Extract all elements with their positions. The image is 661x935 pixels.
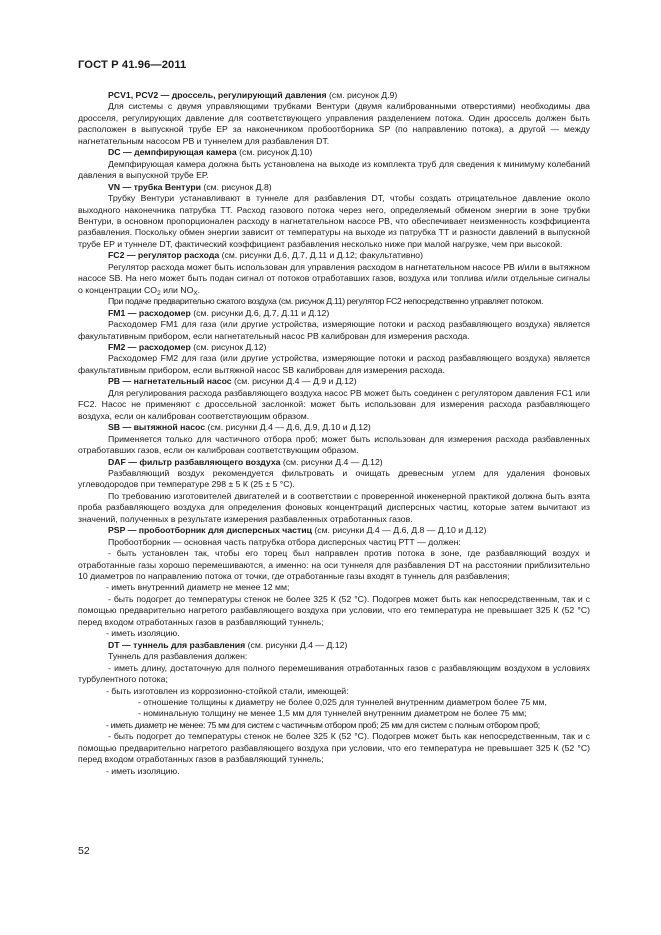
subscript: 2 xyxy=(157,289,161,297)
document-header: ГОСТ Р 41.96—2011 xyxy=(78,59,187,71)
paragraph-text: или NO xyxy=(160,284,194,295)
term-reference: (см. рисунок Д.12) xyxy=(190,341,267,352)
term-reference: (см. рисунок Д.10) xyxy=(236,147,313,158)
term-reference: (см. рисунки Д.4 — Д.12) xyxy=(245,639,348,650)
section-term xyxy=(78,308,590,319)
term-title: FM1 — расходомер xyxy=(108,307,191,318)
section-term xyxy=(78,457,590,468)
subscript: X xyxy=(193,289,198,297)
term-title: DAF — фильтр разбавляющего воздуха xyxy=(108,456,281,467)
term-reference: (см. рисунки Д.6, Д.7, Д.11 и Д.12; факультативно) xyxy=(219,250,423,261)
section-term xyxy=(78,640,590,651)
paragraph-text: Регулятор расхода может быть использован для управления расходом в нагнетательном насосе РВ и/или в вытяжном насосе SB. На него может быть подан сигнал от потоков отработавших газов, воздуха или топлива и/или отдельные сигналы о концентрации CO xyxy=(78,261,590,295)
list-item: - иметь длину, достаточную для полного перемешивания отработанных газов с разбавляющим воздухом в условиях турбулентного потока; xyxy=(78,662,590,685)
term-reference: (см. рисунок Д.9) xyxy=(326,90,398,100)
list-item: - быть установлен так, чтобы его торец был направлен против потока в зоне, где разбавляющий воздух и отработанные газы хорошо перемешиваются, а именно: на оси туннеля для разбавления DT на расстоянии приблизительно 10 диаметров по направлению потока от точки, где отработанные газы входят в туннель для разбавления; xyxy=(78,548,590,582)
term-title: FM2 — расходомер xyxy=(108,341,191,352)
list-item: - иметь внутренний диаметр не менее 12 мм; xyxy=(106,582,290,593)
list-item: - быть подогрет до температуры стенок не более 325 К (52 °C). Подогрев может быть как непосредственным, так и с помощью предварительно нагретого разбавляющего воздуха при условии, что его температура не превышает 325 К (52 °C) перед входом отработанных газов в разбавляющий туннель; xyxy=(78,731,590,765)
sub-list-item: - номинальную толщину не менее 1,5 мм для туннелей внутренним диаметром не более 75 мм; xyxy=(138,708,527,719)
section-term xyxy=(78,182,590,193)
paragraph: Для регулирования расхода разбавляющего воздуха насос РВ может быть соединен с регулятором давления FC1 или FC2. Насос не применяют с дроссельной заслонкой: может быть использован для измерения расхода разбавляющего воздуха, если он калиброван соответствующим образом. xyxy=(78,387,590,421)
term-title: PCV1, PCV2 — дроссель, регулирующий давления xyxy=(108,90,327,100)
paragraph: Туннель для разбавления должен: xyxy=(108,651,248,662)
term-title: VN — трубка Вентури xyxy=(108,181,202,192)
term-title: DT — туннель для разбавления xyxy=(108,639,246,650)
sub-list-item: - отношение толщины к диаметру не более 0,025 для туннелей внутренним диаметром более 75 мм, xyxy=(138,697,547,708)
list-item: - иметь изоляцию. xyxy=(106,765,180,776)
page-number: 52 xyxy=(78,845,90,857)
document-body xyxy=(78,90,590,777)
term-reference: (см. рисунки Д.4 — Д.9 и Д.12) xyxy=(231,376,357,387)
list-item: - быть изготовлен из коррозионно-стойкой стали, имеющей: xyxy=(106,685,349,696)
paragraph: По требованию изготовителей двигателей и в соответствии с проверенной инженерной практикой должна быть взята проба разбавляющего воздуха для определения фоновых концентраций дисперсных частиц, которые затем вычитают из значений, полученных в результате измерения разбавленных отработанных газов. xyxy=(78,490,590,524)
paragraph: Расходомер FM2 для газа (или другие устройства, измеряющие потоки и расход разбавляющего воздуха) является факультативным прибором, если вытяжной насос SB калиброван для измерения расхода. xyxy=(78,353,590,375)
term-title: SB — вытяжной насос xyxy=(108,422,206,433)
term-reference: (см. рисунки Д.4 — Д.6, Д.8 — Д.10 и Д.12) xyxy=(311,525,487,536)
paragraph: Трубку Вентури устанавливают в туннеле для разбавления DT, чтобы создать отрицательное давление около выходного наконечника патрубка ТТ. Расход газового потока через него, определяемый обменом энергии в зоне трубки Вентури, в основном пропорционален расходу в нагнетательном насосе РВ, что обеспечивает неизменность коэффициента разбавления. Поскольку обмен энергии зависит от температуры на выходе из патрубка ТТ и разности давлений в выпускной трубе ЕР и туннеле DT, фактический коэффициент разбавления несколько ниже при малой нагрузке, чем при высокой. xyxy=(78,193,590,249)
term-reference: (см. рисунок Д.8) xyxy=(201,181,272,192)
paragraph: При подаче предварительно сжатого воздуха (см. рисунок Д.11) регулятор FC2 непосредственно управляет потоком. xyxy=(108,296,544,307)
paragraph: Демпфирующая камера должна быть установлена на выходе из комплекта труб для сведения к минимуму колебаний давления в выпускной трубе ЕР. xyxy=(78,158,590,181)
list-item: - иметь диаметр не менее: 75 мм для систем с частичным отбором проб; 25 мм для систем с полным отбором проб; xyxy=(106,719,540,730)
list-item: - быть подогрет до температуры стенок не более 325 К (52 °C). Подогрев может быть как непосредственным, так и с помощью предварительно нагретого разбавляющего воздуха при условии, что его температура не превышает 325 К (52 °C) перед входом отработанных газов в разбавляющий туннель; xyxy=(78,593,590,627)
paragraph: Расходомер FM1 для газа (или другие устройства, измеряющие потоки и расход разбавляющего воздуха) является факультативным прибором, если нагнетательный насос РВ калиброван для измерения расхода. xyxy=(78,319,590,341)
term-reference: (см. рисунки Д.4 — Д.6, Д.9, Д.10 и Д.12) xyxy=(205,422,371,433)
section-term xyxy=(78,376,590,387)
term-title: DC — демпфирующая камера xyxy=(108,147,237,158)
paragraph-text: . xyxy=(197,284,201,295)
section-term xyxy=(78,342,590,353)
paragraph xyxy=(78,262,590,296)
paragraph: Пробоотборник — основная часть патрубка отбора дисперсных частиц РТТ — должен: xyxy=(108,536,461,547)
paragraph: Применяется только для частичного отбора проб; может быть использован для измерения расхода разбавленных отработавших газов, если он калиброван соответствующим образом. xyxy=(78,433,590,456)
term-reference: (см. рисунки Д.4 — Д.12) xyxy=(280,456,383,467)
section-term xyxy=(78,422,590,433)
term-title: РВ — нагнетательный насос xyxy=(108,376,232,387)
paragraph: Для системы с двумя управляющими трубками Вентури (двумя калиброванными отверстиями) необходимы два дросселя, регулирующих давление для соответствующего управления разделением потока. Один дроссель должен быть расположен в выпускной трубе ЕР за наконечником пробоотборника SP (по направлению потока), а другой — между нагнетательным насосом РВ и туннелем для разбавления DT. xyxy=(78,101,590,146)
list-item: - иметь изоляцию. xyxy=(106,628,180,639)
section-term xyxy=(78,525,590,536)
term-title: PSP — пробоотборник для дисперсных частиц xyxy=(108,525,312,536)
section-term xyxy=(78,250,590,261)
term-title: FC2 — регулятор расхода xyxy=(108,250,220,261)
section-term xyxy=(78,90,590,101)
paragraph: Разбавляющий воздух рекомендуется фильтровать и очищать древесным углем для удаления фоновых углеводородов при температуре 298 ± 5 К (25 ± 5 °C). xyxy=(78,467,590,490)
section-term xyxy=(78,147,590,158)
term-reference: (см. рисунки Д.6, Д.7, Д.11 и Д.12) xyxy=(190,307,330,318)
